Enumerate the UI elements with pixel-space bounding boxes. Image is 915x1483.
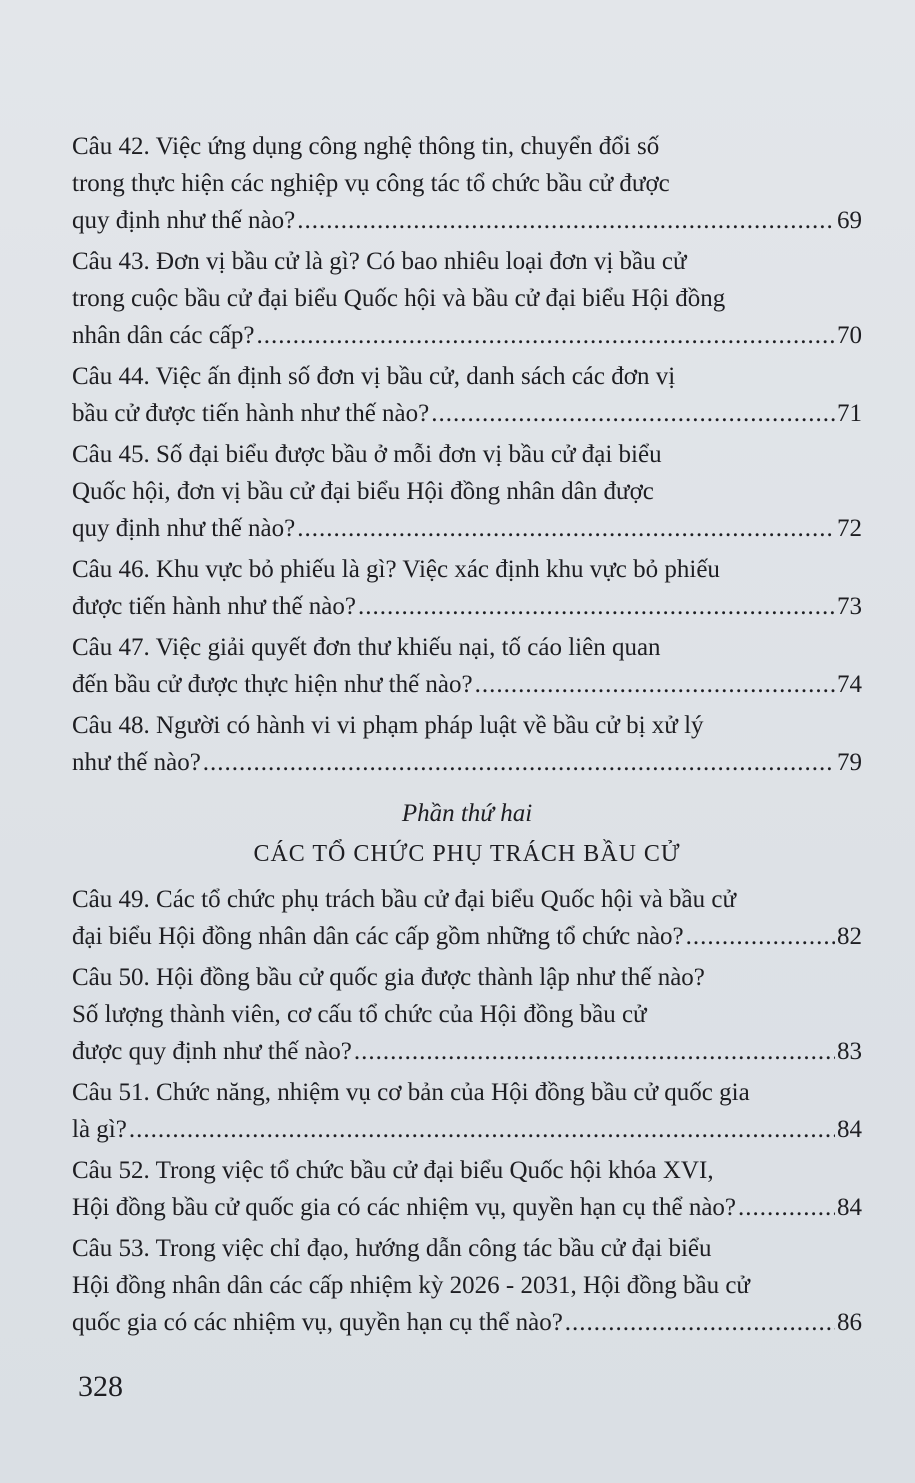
- dot-leader: [203, 744, 835, 781]
- toc-entry-text: được quy định như thế nào?: [72, 1038, 352, 1065]
- toc-entry-line: Câu 50. Hội đồng bầu cử quốc gia được thành lập như thế nào?: [72, 964, 705, 991]
- toc-entry-last-line: [72, 588, 862, 625]
- dot-leader: [431, 395, 835, 432]
- toc-entry: [72, 959, 862, 1070]
- toc-entry: [72, 881, 862, 955]
- toc-entry-last-line: [72, 744, 862, 781]
- dot-leader: [297, 202, 835, 239]
- toc-entry-last-line: [72, 1111, 862, 1148]
- toc-entry-page: 83: [837, 1038, 862, 1065]
- toc-entry-line: Câu 47. Việc giải quyết đơn thư khiếu nại, tố cáo liên quan: [72, 634, 661, 661]
- toc-entry: [72, 1074, 862, 1148]
- toc-entry-line: Câu 45. Số đại biểu được bầu ở mỗi đơn vị bầu cử đại biểu: [72, 441, 662, 468]
- toc-entry-line: Câu 49. Các tổ chức phụ trách bầu cử đại biểu Quốc hội và bầu cử: [72, 886, 737, 913]
- toc-entry-text: quy định như thế nào?: [72, 207, 296, 234]
- toc-entry-last-line: [72, 666, 862, 703]
- toc-entry-page: 84: [837, 1194, 862, 1221]
- toc-entry-last-line: [72, 317, 862, 354]
- dot-leader: [129, 1111, 835, 1148]
- part-label: Phần thứ hai: [401, 800, 533, 827]
- toc-entry-last-line: [72, 510, 862, 547]
- toc-entry-page: 86: [837, 1309, 862, 1336]
- toc-entry-line: Câu 42. Việc ứng dụng công nghệ thông tin, chuyển đổi số: [72, 133, 660, 160]
- part-title: CÁC TỔ CHỨC PHỤ TRÁCH BẦU CỬ: [253, 841, 681, 867]
- toc-entry-page: 72: [837, 515, 862, 542]
- toc-entry-text: được tiến hành như thế nào?: [72, 593, 356, 620]
- toc-entry-page: 79: [837, 749, 862, 776]
- toc-entry-line: Câu 52. Trong việc tổ chức bầu cử đại biểu Quốc hội khóa XVI,: [72, 1157, 714, 1184]
- toc-entry-page: 74: [837, 671, 862, 698]
- toc-entry: [72, 436, 862, 547]
- toc-entry-last-line: [72, 1304, 862, 1341]
- toc-entry-page: 69: [837, 207, 862, 234]
- toc-entry-text: quy định như thế nào?: [72, 515, 296, 542]
- toc-entry-page: 73: [837, 593, 862, 620]
- dot-leader: [358, 588, 835, 625]
- toc-entry-page: 82: [837, 923, 862, 950]
- toc-entry-page: 70: [837, 322, 862, 349]
- dot-leader: [257, 317, 835, 354]
- toc-entry-last-line: [72, 202, 862, 239]
- toc-entry: [72, 128, 862, 239]
- toc-entry: [72, 629, 862, 703]
- toc-entry-line: Câu 53. Trong việc chỉ đạo, hướng dẫn công tác bầu cử đại biểu: [72, 1235, 712, 1262]
- toc-entry-text: Hội đồng bầu cử quốc gia có các nhiệm vụ, quyền hạn cụ thể nào?: [72, 1194, 737, 1221]
- toc-entry: [72, 1230, 862, 1341]
- toc-entry-last-line: [72, 1033, 862, 1070]
- toc-entry-line: trong cuộc bầu cử đại biểu Quốc hội và bầu cử đại biểu Hội đồng: [72, 285, 726, 312]
- toc-entry: [72, 1152, 862, 1226]
- toc-entry-text: như thế nào?: [72, 749, 201, 776]
- toc-entry-last-line: [72, 1189, 862, 1226]
- table-of-contents: [72, 128, 862, 1345]
- toc-entry-text: bầu cử được tiến hành như thế nào?: [72, 400, 430, 427]
- toc-entry-text: đại biểu Hội đồng nhân dân các cấp gồm những tổ chức nào?: [72, 923, 684, 950]
- toc-entry: [72, 551, 862, 625]
- dot-leader: [738, 1189, 835, 1226]
- toc-entry-line: Câu 44. Việc ấn định số đơn vị bầu cử, danh sách các đơn vị: [72, 363, 676, 390]
- toc-section-part2: [72, 881, 862, 1341]
- page-number: 328: [78, 1370, 123, 1403]
- toc-entry-text: nhân dân các cấp?: [72, 322, 255, 349]
- toc-entry-line: Hội đồng nhân dân các cấp nhiệm kỳ 2026 - 2031, Hội đồng bầu cử: [72, 1272, 750, 1299]
- toc-entry-line: Câu 46. Khu vực bỏ phiếu là gì? Việc xác định khu vực bỏ phiếu: [72, 556, 720, 583]
- toc-entry: [72, 243, 862, 354]
- toc-section-part1: [72, 128, 862, 781]
- toc-entry-line: Câu 48. Người có hành vi vi phạm pháp luật về bầu cử bị xử lý: [72, 712, 704, 739]
- dot-leader: [354, 1033, 835, 1070]
- dot-leader: [686, 918, 835, 955]
- toc-entry-line: trong thực hiện các nghiệp vụ công tác tổ chức bầu cử được: [72, 170, 670, 197]
- toc-entry: [72, 358, 862, 432]
- toc-entry-text: là gì?: [72, 1116, 127, 1143]
- toc-entry-last-line: [72, 395, 862, 432]
- toc-entry-line: Câu 43. Đơn vị bầu cử là gì? Có bao nhiêu loại đơn vị bầu cử: [72, 248, 687, 275]
- dot-leader: [297, 510, 835, 547]
- toc-entry-text: đến bầu cử được thực hiện như thế nào?: [72, 671, 473, 698]
- toc-entry: [72, 707, 862, 781]
- toc-entry-line: Câu 51. Chức năng, nhiệm vụ cơ bản của Hội đồng bầu cử quốc gia: [72, 1079, 750, 1106]
- toc-entry-last-line: [72, 918, 862, 955]
- toc-entry-page: 84: [837, 1116, 862, 1143]
- toc-entry-line: Số lượng thành viên, cơ cấu tổ chức của Hội đồng bầu cử: [72, 1001, 647, 1028]
- dot-leader: [475, 666, 835, 703]
- toc-entry-text: quốc gia có các nhiệm vụ, quyền hạn cụ thể nào?: [72, 1309, 563, 1336]
- toc-entry-page: 71: [837, 400, 862, 427]
- toc-entry-line: Quốc hội, đơn vị bầu cử đại biểu Hội đồng nhân dân được: [72, 478, 654, 505]
- dot-leader: [565, 1304, 835, 1341]
